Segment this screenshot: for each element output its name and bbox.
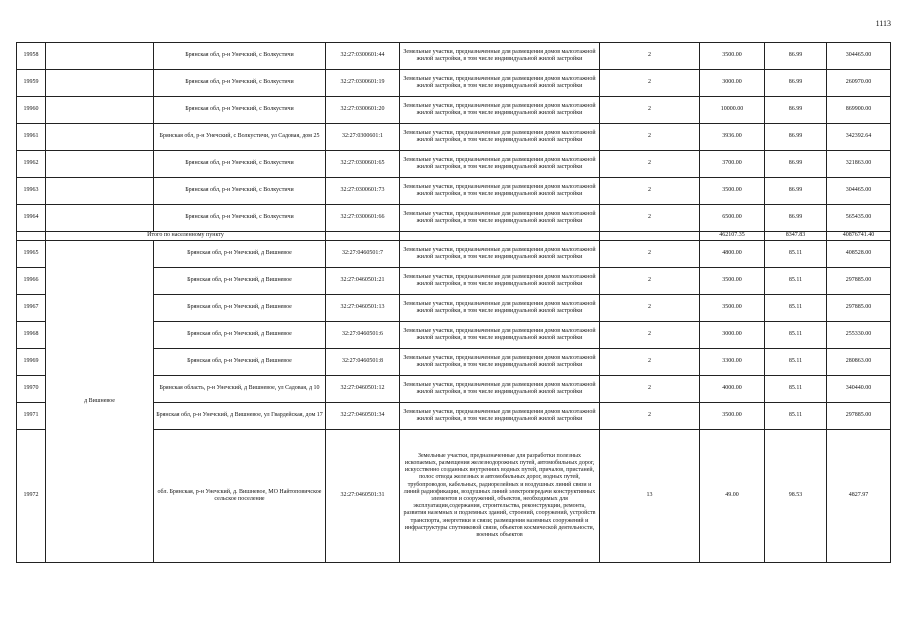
cell-address: Брянская обл, р-н Унечский, с Волкустичи: [154, 43, 326, 70]
cell-cadastral: 32:27:0460501:34: [326, 403, 400, 430]
cell-rate: 85.11: [765, 268, 827, 295]
table-row: [17, 97, 891, 124]
cell-area: 3300.00: [700, 349, 765, 376]
row-number: 19968: [17, 322, 46, 349]
table-row: [17, 43, 891, 70]
cell-value: 304465.00: [827, 178, 891, 205]
row-number: 19965: [17, 241, 46, 268]
cell-group: 2: [600, 97, 700, 124]
cell-area: 3000.00: [700, 322, 765, 349]
row-number: 19958: [17, 43, 46, 70]
cell-desc: Земельные участки, предназначенные для размещения домов малоэтажной жилой застройки, в том числе индивидуальной жилой застройки: [400, 349, 600, 376]
cell-cadastral: 32:27:0300601:1: [326, 124, 400, 151]
cell-address: Брянская обл, р-н Унечский, д Вишневое, ул Гвардейская, дом 17: [154, 403, 326, 430]
cell-rate: 86.99: [765, 97, 827, 124]
cell-group: 2: [600, 70, 700, 97]
settlement-name: д Вишневое: [46, 241, 154, 563]
cell-desc: Земельные участки, предназначенные для размещения домов малоэтажной жилой застройки, в том числе индивидуальной жилой застройки: [400, 376, 600, 403]
row-number: 19961: [17, 124, 46, 151]
cell-group: 2: [600, 349, 700, 376]
cell-area: 49.00: [700, 430, 765, 563]
table-row: [17, 241, 891, 268]
total-blank-cell: [17, 232, 46, 241]
cell-desc: Земельные участки, предназначенные для размещения домов малоэтажной жилой застройки, в том числе индивидуальной жилой застройки: [400, 268, 600, 295]
row-number: 19963: [17, 178, 46, 205]
row-number: 19962: [17, 151, 46, 178]
cell-cadastral: 32:27:0460501:21: [326, 268, 400, 295]
settlement-cell: [46, 70, 154, 97]
cell-cadastral: 32:27:0300601:66: [326, 205, 400, 232]
cell-group: 2: [600, 151, 700, 178]
cell-group: 13: [600, 430, 700, 563]
cell-area: 10000.00: [700, 97, 765, 124]
cell-group: 2: [600, 178, 700, 205]
cell-rate: 98.53: [765, 430, 827, 563]
cell-value: 565435.00: [827, 205, 891, 232]
cell-area: 3500.00: [700, 43, 765, 70]
cell-rate: 85.11: [765, 376, 827, 403]
row-number: 19967: [17, 295, 46, 322]
cell-group: 2: [600, 295, 700, 322]
cell-area: 3500.00: [700, 403, 765, 430]
cell-rate: 85.11: [765, 241, 827, 268]
cell-cadastral: 32:27:0300601:20: [326, 97, 400, 124]
table-row: [17, 124, 891, 151]
cell-value: 408528.00: [827, 241, 891, 268]
settlement-cell: [46, 43, 154, 70]
cell-area: 4000.00: [700, 376, 765, 403]
total-blank-cell: [400, 232, 600, 241]
cell-area: 3936.00: [700, 124, 765, 151]
cell-address: Брянская обл, р-н Унечский, с Волкустичи: [154, 151, 326, 178]
cell-desc: Земельные участки, предназначенные для размещения домов малоэтажной жилой застройки, в том числе индивидуальной жилой застройки: [400, 322, 600, 349]
cell-value: 340440.00: [827, 376, 891, 403]
cell-cadastral: 32:27:0300601:65: [326, 151, 400, 178]
cell-address: Брянская обл, р-н Унечский, с Волкустичи, ул Садовая, дом 25: [154, 124, 326, 151]
cell-address: Брянская обл, р-н Унечский, с Волкустичи: [154, 97, 326, 124]
cell-rate: 86.99: [765, 178, 827, 205]
cell-rate: 86.99: [765, 151, 827, 178]
cell-cadastral: 32:27:0460501:8: [326, 349, 400, 376]
cell-area: 3000.00: [700, 70, 765, 97]
cell-rate: 86.99: [765, 205, 827, 232]
cell-address: Брянская обл, р-н Унечский, с Волкустичи: [154, 178, 326, 205]
row-number: 19964: [17, 205, 46, 232]
cell-desc: Земельные участки, предназначенные для размещения домов малоэтажной жилой застройки, в том числе индивидуальной жилой застройки: [400, 43, 600, 70]
cell-cadastral: 32:27:0460501:7: [326, 241, 400, 268]
cell-desc: Земельные участки, предназначенные для размещения домов малоэтажной жилой застройки, в том числе индивидуальной жилой застройки: [400, 205, 600, 232]
cell-desc: Земельные участки, предназначенные для размещения домов малоэтажной жилой застройки, в том числе индивидуальной жилой застройки: [400, 241, 600, 268]
settlement-cell: [46, 97, 154, 124]
cell-desc: Земельные участки, предназначенные для размещения домов малоэтажной жилой застройки, в том числе индивидуальной жилой застройки: [400, 97, 600, 124]
cell-cadastral: 32:27:0460501:6: [326, 322, 400, 349]
table-row: [17, 151, 891, 178]
row-number: 19966: [17, 268, 46, 295]
cell-value: 304465.00: [827, 43, 891, 70]
cell-address: Брянская обл, р-н Унечский, с Волкустичи: [154, 70, 326, 97]
row-number: 19959: [17, 70, 46, 97]
row-number: 19969: [17, 349, 46, 376]
cell-cadastral: 32:27:0460501:31: [326, 430, 400, 563]
settlement-total-area: 462107.35: [700, 232, 765, 241]
cell-value: 321863.00: [827, 151, 891, 178]
settlement-cell: [46, 124, 154, 151]
settlement-cell: [46, 178, 154, 205]
cell-cadastral: 32:27:0300601:19: [326, 70, 400, 97]
cell-rate: 85.11: [765, 295, 827, 322]
cell-desc: Земельные участки, предназначенные для размещения домов малоэтажной жилой застройки, в том числе индивидуальной жилой застройки: [400, 295, 600, 322]
cell-value: 297885.00: [827, 295, 891, 322]
cell-rate: 85.11: [765, 403, 827, 430]
cell-value: 297885.00: [827, 403, 891, 430]
cell-cadastral: 32:27:0460501:13: [326, 295, 400, 322]
settlement-cell: [46, 205, 154, 232]
cell-area: 3500.00: [700, 295, 765, 322]
settlement-total-value: 40876741.40: [827, 232, 891, 241]
cadastral-register-table: [16, 42, 891, 563]
cell-cadastral: 32:27:0300601:73: [326, 178, 400, 205]
cell-desc: Земельные участки, предназначенные для размещения домов малоэтажной жилой застройки, в том числе индивидуальной жилой застройки: [400, 403, 600, 430]
cell-group: 2: [600, 376, 700, 403]
cell-address: Брянская обл, р-н Унечский, д Вишневое: [154, 349, 326, 376]
cell-desc: Земельные участки, предназначенные для размещения домов малоэтажной жилой застройки, в том числе индивидуальной жилой застройки: [400, 178, 600, 205]
cell-cadastral: 32:27:0300601:44: [326, 43, 400, 70]
cell-area: 3700.00: [700, 151, 765, 178]
total-blank-cell: [326, 232, 400, 241]
page-number: 1113: [875, 19, 891, 28]
cell-value: 4827.97: [827, 430, 891, 563]
row-number: 19972: [17, 430, 46, 563]
cell-address: Брянская обл, р-н Унечский, д Вишневое: [154, 241, 326, 268]
cell-value: 869900.00: [827, 97, 891, 124]
cell-address: обл. Брянская, р-н Унечский, д. Вишневое, МО Найтоповичское сельское поселение: [154, 430, 326, 563]
cell-desc: Земельные участки, предназначенные для разработки полезных ископаемых, размещения железнодорожных путей, автомобильных дорог, искусственно созданных внутренних водных путей, причалов, пристаней, полос отвода железных и автомобильных дорог, водных путей, трубопроводов, кабельных, радиорелейных и воздушных линий связи и линий радиофикации, воздушных линий электропередачи конструктивных элементов и сооружений, объектов, необходимых для эксплуатации,содержания, строительства, реконструкции, ремонта, развития наземных и подземных зданий, строений, сооружений, устройств транспорта, энергетики и связи; размещения наземных сооружений и инфраструктуры спутниковой связи, объектов космической деятельности, военных объектов: [400, 430, 600, 563]
cell-address: Брянская обл, р-н Унечский, д Вишневое: [154, 322, 326, 349]
cell-cadastral: 32:27:0460501:12: [326, 376, 400, 403]
cell-address: Брянская область, р-н Унечский, д Вишневое, ул Садовая, д 10: [154, 376, 326, 403]
cell-group: 2: [600, 43, 700, 70]
cell-area: 6500.00: [700, 205, 765, 232]
cell-group: 2: [600, 268, 700, 295]
cell-address: Брянская обл, р-н Унечский, с Волкустичи: [154, 205, 326, 232]
cell-rate: 86.99: [765, 43, 827, 70]
cell-desc: Земельные участки, предназначенные для размещения домов малоэтажной жилой застройки, в том числе индивидуальной жилой застройки: [400, 151, 600, 178]
cell-group: 2: [600, 205, 700, 232]
table-row: [17, 70, 891, 97]
cell-rate: 86.99: [765, 70, 827, 97]
cell-value: 260970.00: [827, 70, 891, 97]
cell-address: Брянская обл, р-н Унечский, д Вишневое: [154, 268, 326, 295]
cell-desc: Земельные участки, предназначенные для размещения домов малоэтажной жилой застройки, в том числе индивидуальной жилой застройки: [400, 70, 600, 97]
cell-area: 3500.00: [700, 178, 765, 205]
cell-desc: Земельные участки, предназначенные для размещения домов малоэтажной жилой застройки, в том числе индивидуальной жилой застройки: [400, 124, 600, 151]
total-blank-cell: [600, 232, 700, 241]
cell-rate: 85.11: [765, 349, 827, 376]
cell-value: 255330.00: [827, 322, 891, 349]
cell-value: 297885.00: [827, 268, 891, 295]
cell-area: 4800.00: [700, 241, 765, 268]
row-number: 19971: [17, 403, 46, 430]
cell-area: 3500.00: [700, 268, 765, 295]
cell-value: 280863.00: [827, 349, 891, 376]
settlement-total-label: Итого по населенному пункту: [46, 232, 326, 241]
settlement-total-rate: 8347.83: [765, 232, 827, 241]
cell-rate: 86.99: [765, 124, 827, 151]
table-row: [17, 205, 891, 232]
cell-group: 2: [600, 241, 700, 268]
cell-value: 342392.64: [827, 124, 891, 151]
cell-rate: 85.11: [765, 322, 827, 349]
settlement-total-row: [17, 232, 891, 241]
table-row: [17, 178, 891, 205]
cell-group: 2: [600, 322, 700, 349]
row-number: 19970: [17, 376, 46, 403]
cell-group: 2: [600, 124, 700, 151]
settlement-cell: [46, 151, 154, 178]
cell-address: Брянская обл, р-н Унечский, д Вишневое: [154, 295, 326, 322]
row-number: 19960: [17, 97, 46, 124]
cell-group: 2: [600, 403, 700, 430]
